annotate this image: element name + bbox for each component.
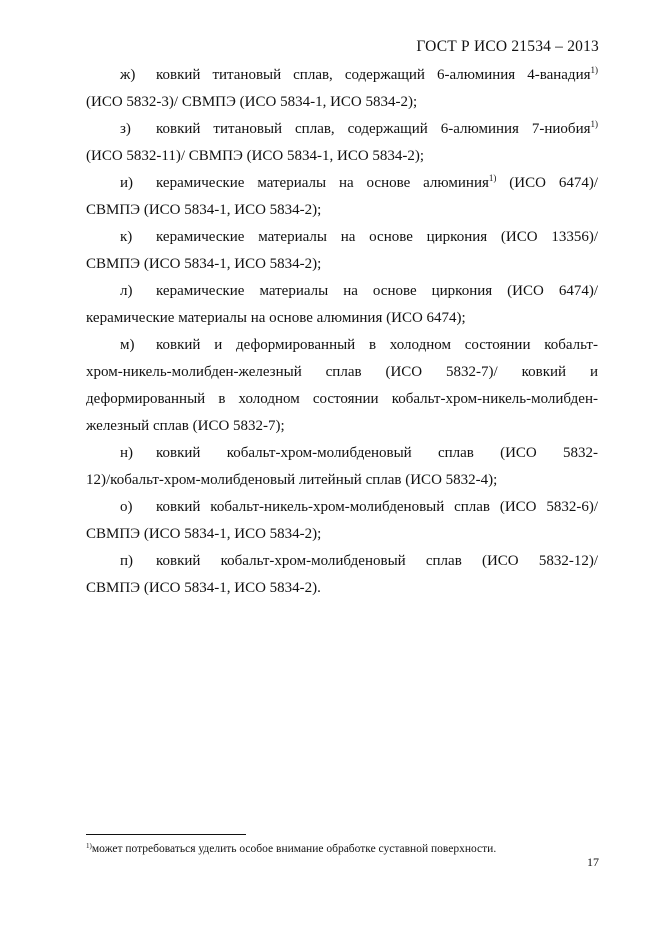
item-continuation: (ИСО 5832-3)/ СВМПЭ (ИСО 5834-1, ИСО 5834-2); (86, 94, 418, 110)
item-text: ковкий кобальт-никель-хром-молибденовый сплав (ИСО 5832-6)/ (156, 499, 598, 515)
item-continuation: (ИСО 5832-11)/ СВМПЭ (ИСО 5834-1, ИСО 5834-2); (86, 148, 425, 164)
footnote-ref: 1) (590, 119, 598, 129)
item-marker: о) (120, 499, 133, 515)
item-continuation: СВМПЭ (ИСО 5834-1, ИСО 5834-2); (86, 256, 322, 272)
item-first-line (86, 332, 598, 359)
item-marker: к) (120, 229, 133, 245)
list-item (86, 278, 598, 332)
item-text-tail: (ИСО 6474)/ (496, 175, 598, 191)
list-item (86, 440, 598, 494)
item-first-line (86, 440, 598, 467)
footnote (86, 843, 496, 855)
body-text (86, 62, 598, 602)
list-item (86, 116, 598, 170)
item-first-line (86, 170, 598, 197)
list-item (86, 224, 598, 278)
page-number: 17 (587, 855, 599, 869)
list-item (86, 494, 598, 548)
footnote-ref: 1) (488, 173, 497, 183)
item-text: керамические материалы на основе циркония (ИСО 13356)/ (156, 229, 598, 245)
list-item (86, 548, 598, 602)
list-item (86, 332, 598, 440)
item-first-line (86, 278, 598, 305)
item-text: ковкий и деформированный в холодном состоянии кобальт- (156, 337, 598, 353)
item-continuation: СВМПЭ (ИСО 5834-1, ИСО 5834-2); (86, 526, 322, 542)
item-marker: з) (120, 121, 131, 137)
footnote-mark: 1) (86, 842, 92, 850)
item-text: ковкий титановый сплав, содержащий 6-алюминия 4-ванадия (156, 67, 591, 83)
item-marker: и) (120, 175, 134, 191)
footnote-divider (86, 834, 246, 835)
item-text: ковкий кобальт-хром-молибденовый сплав (ИСО 5832-12)/ (156, 553, 598, 569)
item-first-line (86, 116, 598, 143)
item-first-line (86, 224, 598, 251)
item-marker: м) (120, 337, 135, 353)
item-text: керамические материалы на основе циркония (ИСО 6474)/ (156, 283, 598, 299)
item-text: ковкий титановый сплав, содержащий 6-алюминия 7-ниобия (156, 121, 591, 137)
item-text: ковкий кобальт-хром-молибденовый сплав (ИСО 5832- (156, 445, 598, 461)
item-continuation: СВМПЭ (ИСО 5834-1, ИСО 5834-2); (86, 202, 322, 218)
item-continuation: СВМПЭ (ИСО 5834-1, ИСО 5834-2). (86, 580, 321, 596)
item-first-line (86, 548, 598, 575)
list-item (86, 62, 598, 116)
item-continuation: 12)/кобальт-хром-молибденовый литейный сплав (ИСО 5832-4); (86, 472, 498, 488)
item-marker: н) (120, 445, 134, 461)
document-header: ГОСТ Р ИСО 21534 – 2013 (416, 38, 599, 55)
item-continuation: керамические материалы на основе алюминия (ИСО 6474); (86, 310, 466, 326)
list-item (86, 170, 598, 224)
item-continuation: хром-никель-молибден-железный сплав (ИСО 5832-7)/ ковкий и деформированный в холодном состоянии кобальт-хром-никель-молибден-железный сплав (ИСО 5832-7); (86, 364, 598, 434)
item-marker: ж) (120, 67, 136, 83)
item-first-line (86, 494, 598, 521)
item-first-line (86, 62, 598, 89)
item-marker: п) (120, 553, 134, 569)
item-marker: л) (120, 283, 133, 299)
item-text: керамические материалы на основе алюминия (156, 175, 489, 191)
footnote-ref: 1) (590, 65, 598, 75)
footnote-text: может потребоваться уделить особое внимание обработке суставной поверхности. (91, 843, 497, 855)
